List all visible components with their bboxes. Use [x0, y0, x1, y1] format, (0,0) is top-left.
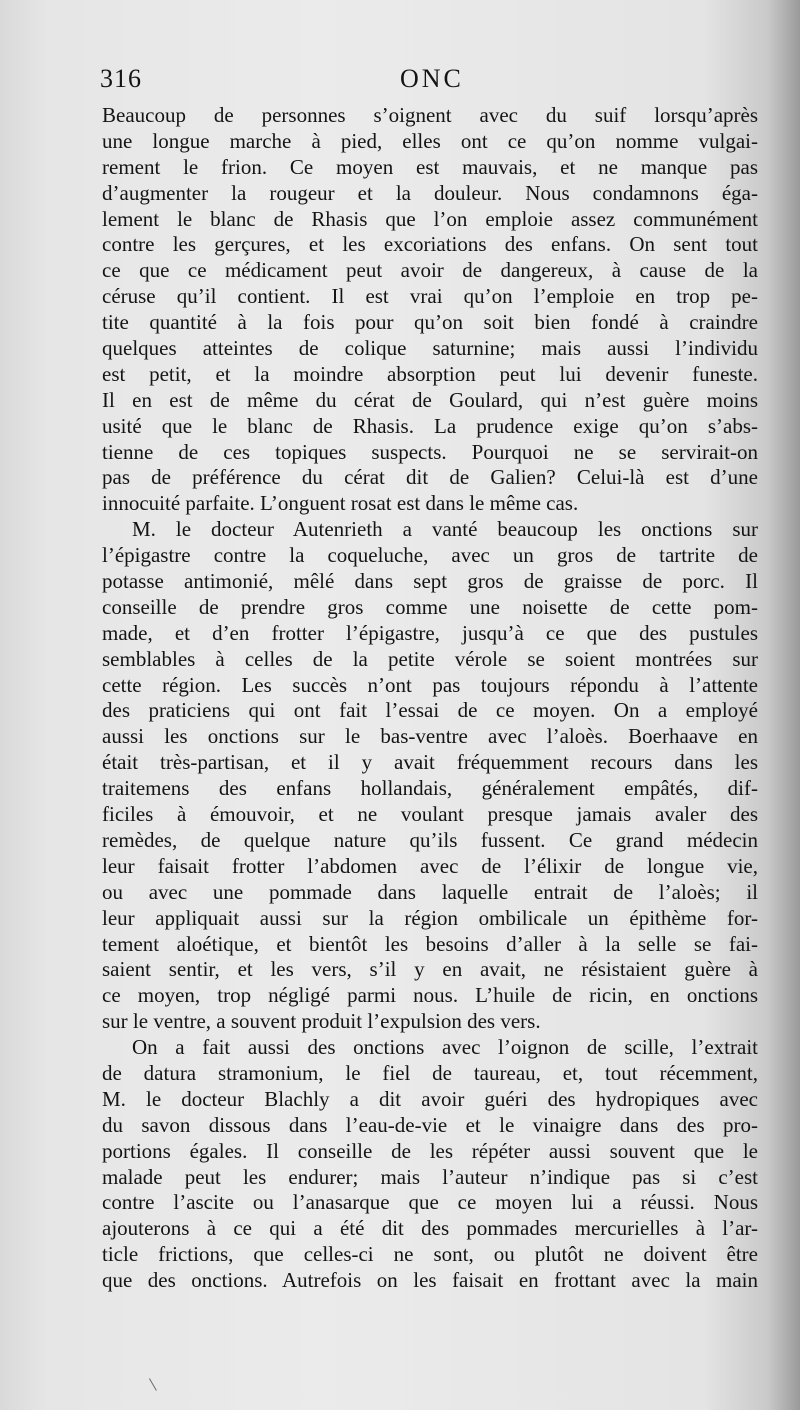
text-line: aussi les onctions sur le bas-ventre avec l’aloès. Boerhaave en: [102, 724, 758, 749]
text-line: l’épigastre contre la coqueluche, avec un gros de tartrite de: [102, 543, 758, 568]
paper-blemish: [149, 1375, 162, 1391]
text-line: ticle frictions, que celles-ci ne sont, ou plutôt ne doivent être: [102, 1242, 758, 1267]
text-line: traitemens des enfans hollandais, généralement empâtés, dif-: [102, 776, 758, 801]
text-line: d’augmenter la rougeur et la douleur. Nous condamnons éga-: [102, 180, 758, 205]
text-line: était très-partisan, et il y avait fréquemment recours dans les: [102, 750, 758, 775]
text-line: ou avec une pommade dans laquelle entrait de l’aloès; il: [102, 879, 758, 904]
text-line: Il en est de même du cérat de Goulard, qui n’est guère moins: [102, 387, 758, 412]
text-line: est petit, et la moindre absorption peut lui devenir funeste.: [102, 361, 758, 386]
text-line: saient sentir, et les vers, s’il y en avait, ne résistaient guère à: [102, 957, 758, 982]
text-line: innocuité parfaite. L’onguent rosat est dans le même cas.: [102, 491, 579, 516]
text-line: sur le ventre, a souvent produit l’expulsion des vers.: [102, 1009, 541, 1034]
text-line: céruse qu’il contient. Il est vrai qu’on l’emploie en trop pe-: [102, 284, 758, 309]
text-line: lement le blanc de Rhasis que l’on emploie assez communément: [102, 206, 758, 231]
text-line: pas de préférence du cérat dit de Galien? Celui-là est d’une: [102, 465, 758, 490]
text-line: conseille de prendre gros comme une noisette de cette pom-: [102, 594, 758, 619]
text-line: leur faisait frotter l’abdomen avec de l’élixir de longue vie,: [102, 853, 758, 878]
text-line: de datura stramonium, le fiel de taureau, et, tout récemment,: [102, 1060, 758, 1085]
text-line: remèdes, de quelque nature qu’ils fussent. Ce grand médecin: [102, 827, 758, 852]
text-line: tienne de ces topiques suspects. Pourquoi ne se servirait-on: [102, 439, 758, 464]
paragraph: [102, 103, 758, 517]
text-line: tite quantité à la fois pour qu’on soit bien fondé à craindre: [102, 310, 758, 335]
text-line: potasse antimonié, mêlé dans sept gros de graisse de porc. Il: [102, 569, 758, 594]
text-line: des praticiens qui ont fait l’essai de ce moyen. On a employé: [102, 698, 758, 723]
text-line: du savon dissous dans l’eau-de-vie et le vinaigre dans des pro-: [102, 1112, 758, 1137]
text-line: ficiles à émouvoir, et ne voulant presque jamais avaler des: [102, 802, 758, 827]
text-line: semblables à celles de la petite vérole se soient montrées sur: [102, 646, 758, 671]
running-head: ONC: [400, 64, 464, 93]
paragraph: [102, 517, 758, 1035]
page-number: 316: [100, 64, 142, 93]
text-line: leur appliquait aussi sur la région ombilicale un épithème for-: [102, 905, 758, 930]
paragraph: [102, 1035, 758, 1294]
text-line: M. le docteur Blachly a dit avoir guéri des hydropiques avec: [102, 1086, 758, 1111]
text-line: Beaucoup de personnes s’oignent avec du suif lorsqu’après: [102, 103, 758, 127]
text-line: tement aloétique, et bientôt les besoins d’aller à la selle se fai-: [102, 931, 758, 956]
text-line: que des onctions. Autrefois on les faisait en frottant avec la main: [102, 1268, 758, 1293]
text-line: portions égales. Il conseille de les répéter aussi souvent que le: [102, 1138, 758, 1163]
text-line: ce moyen, trop négligé parmi nous. L’huile de ricin, en onctions: [102, 983, 758, 1008]
text-line: M. le docteur Autenrieth a vanté beaucoup les onctions sur: [132, 517, 758, 542]
page-header: [100, 64, 760, 104]
text-line: cette région. Les succès n’ont pas toujours répondu à l’attente: [102, 672, 758, 697]
text-line: contre les gerçures, et les excoriations des enfans. On sent tout: [102, 232, 758, 257]
text-line: On a fait aussi des onctions avec l’oignon de scille, l’extrait: [132, 1035, 758, 1060]
text-line: usité que le blanc de Rhasis. La prudence exige qu’on s’abs-: [102, 413, 758, 438]
text-line: ajouterons à ce qui a été dit des pommades mercurielles à l’ar-: [102, 1216, 758, 1241]
text-line: rement le frion. Ce moyen est mauvais, et ne manque pas: [102, 154, 758, 179]
text-line: contre l’ascite ou l’anasarque que ce moyen lui a réussi. Nous: [102, 1190, 758, 1215]
text-line: une longue marche à pied, elles ont ce qu’on nomme vulgai-: [102, 128, 758, 153]
body-text: [102, 103, 758, 1294]
text-line: made, et d’en frotter l’épigastre, jusqu’à ce que des pustules: [102, 620, 758, 645]
text-line: quelques atteintes de colique saturnine; mais aussi l’individu: [102, 336, 758, 361]
text-line: ce que ce médicament peut avoir de dangereux, à cause de la: [102, 258, 758, 283]
text-line: malade peut les endurer; mais l’auteur n’indique pas si c’est: [102, 1164, 758, 1189]
